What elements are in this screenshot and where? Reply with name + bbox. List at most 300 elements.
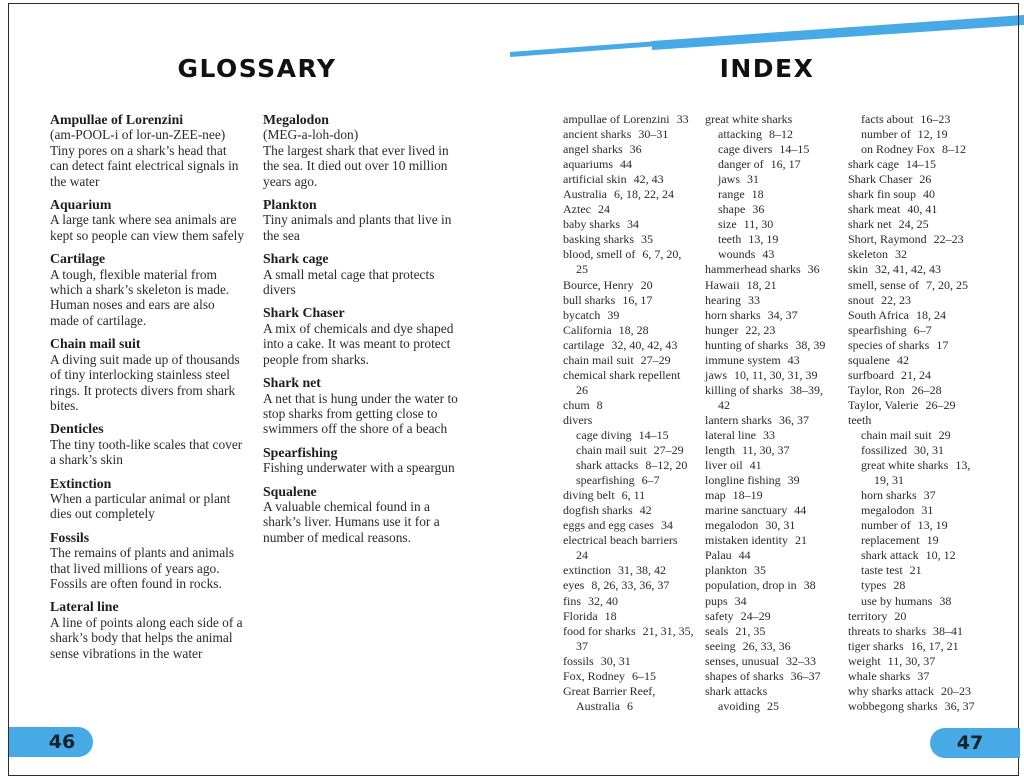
index-page-numbers: 32, 40, 42, 43 <box>611 337 678 352</box>
index-entry <box>848 127 1016 142</box>
glossary-term: Ampullae of Lorenzini <box>50 112 184 127</box>
index-entry <box>705 503 847 518</box>
index-entry <box>705 383 847 398</box>
index-page-numbers: 18, 28 <box>618 322 649 337</box>
index-term: Great Barrier Reef, <box>563 683 656 698</box>
index-entry <box>705 202 847 217</box>
index-entry <box>563 563 705 578</box>
index-entry <box>563 127 705 142</box>
index-entry <box>563 187 705 202</box>
index-page-numbers: 8, 26, 33, 36, 37 <box>591 578 670 593</box>
index-term: shark meat <box>848 202 901 217</box>
index-term: lateral line <box>705 427 756 442</box>
index-entry <box>848 368 1016 383</box>
index-term: number of <box>861 127 911 142</box>
index-col-2 <box>848 112 1016 714</box>
index-term: shape <box>718 202 746 217</box>
index-entry <box>705 278 847 293</box>
index-entry <box>705 609 847 624</box>
glossary-entry <box>263 251 459 297</box>
glossary-term: Aquarium <box>50 197 112 213</box>
index-page-numbers: 21, 35 <box>735 623 766 638</box>
index-term: divers <box>563 412 593 427</box>
index-entry <box>848 473 1016 488</box>
glossary-definition: A tough, flexible material from which a shark’s skeleton is made. Human noses and ears are also made of cartilage. <box>50 266 230 328</box>
index-entry <box>563 548 705 563</box>
index-term: spearfishing <box>576 473 635 488</box>
index-entry <box>705 413 847 428</box>
index-term: chain mail suit <box>563 352 634 367</box>
index-term: map <box>705 488 726 503</box>
index-term: senses, unusual <box>705 653 779 668</box>
index-entry <box>848 518 1016 533</box>
index-entry <box>848 278 1016 293</box>
index-page-numbers: 6, 11 <box>621 488 646 503</box>
glossary-entry <box>50 530 246 592</box>
index-term: liver oil <box>705 458 743 473</box>
glossary-term: Lateral line <box>50 599 119 615</box>
index-term: basking sharks <box>563 232 634 247</box>
index-term: artificial skin <box>563 172 627 187</box>
index-entry <box>563 654 705 669</box>
index-entry <box>705 293 847 308</box>
glossary-term: Extinction <box>50 475 112 491</box>
index-entry <box>848 443 1016 458</box>
index-page-numbers: 42 <box>718 397 730 412</box>
index-entry <box>563 624 705 639</box>
index-page-numbers: 11, 30, 37 <box>887 653 936 668</box>
index-term: Palau <box>705 548 732 563</box>
index-page-numbers: 26 <box>576 382 588 397</box>
index-term: food for sharks <box>563 623 636 638</box>
index-entry <box>705 699 847 714</box>
index-page-numbers: 8–12, 20 <box>645 458 688 473</box>
index-term: chain mail suit <box>861 427 932 442</box>
index-page-numbers: 11, 30, 37 <box>742 443 790 458</box>
index-page-numbers: 27–29 <box>653 443 684 458</box>
index-entry <box>563 699 705 714</box>
index-page-numbers: 20 <box>640 277 653 292</box>
page-number: 46 <box>48 731 76 753</box>
index-term: whale sharks <box>848 668 911 683</box>
index-term: ampullae of Lorenzini <box>563 112 670 126</box>
index-entry <box>563 488 705 503</box>
index-term: electrical beach barriers <box>563 533 678 548</box>
index-term: lantern sharks <box>705 412 772 427</box>
index-page-numbers: 30, 31 <box>600 653 631 668</box>
index-page-numbers: 26, 33, 36 <box>742 638 791 653</box>
index-entry <box>563 503 705 518</box>
index-page-numbers: 31 <box>747 172 759 187</box>
index-term: Short, Raymond <box>848 232 927 247</box>
index-page-numbers: 18–19 <box>732 488 763 503</box>
index-term: fins <box>563 593 581 608</box>
index-term: hunger <box>705 322 739 337</box>
glossary-definition: A net that is hung under the water to stop sharks from getting close to swimmers off the shore of a beach <box>263 390 458 437</box>
index-page-numbers: 32–33 <box>786 653 816 668</box>
index-term: bull sharks <box>563 292 616 307</box>
page-number-tab-right <box>930 728 1020 758</box>
index-entry <box>848 187 1016 202</box>
index-term: fossilized <box>861 443 907 458</box>
index-page-numbers: 29 <box>938 427 951 442</box>
index-term: spearfishing <box>848 322 907 337</box>
index-term: range <box>718 187 745 202</box>
index-entry <box>563 458 705 473</box>
index-page-numbers: 37 <box>576 638 588 653</box>
index-term: Australia <box>576 698 620 713</box>
index-term: skeleton <box>848 247 888 262</box>
index-title: INDEX <box>719 54 815 83</box>
glossary-definition: The tiny tooth-like scales that cover a shark’s skin <box>50 436 243 468</box>
index-entry <box>848 654 1016 669</box>
index-page-numbers: 44 <box>738 548 751 563</box>
index-page-numbers: 33 <box>747 292 760 307</box>
index-page-numbers: 22–23 <box>933 232 964 247</box>
index-page-numbers: 7, 20, 25 <box>926 277 968 292</box>
index-page-numbers: 24, 25 <box>898 217 929 232</box>
index-term: snout <box>848 292 875 307</box>
index-entry <box>705 247 847 262</box>
index-term: size <box>718 217 737 232</box>
index-page-numbers: 8 <box>596 397 603 412</box>
glossary-term: Shark Chaser <box>263 305 345 321</box>
index-page-numbers: 26–28 <box>911 382 942 397</box>
index-term: eggs and egg cases <box>563 518 654 533</box>
index-term: horn sharks <box>705 307 761 322</box>
index-page-numbers: 18 <box>751 187 764 202</box>
index-term: Taylor, Valerie <box>848 397 919 412</box>
index-term: use by humans <box>861 593 933 608</box>
index-page-numbers: 39 <box>607 307 620 322</box>
glossary-term: Shark net <box>263 375 321 391</box>
index-entry <box>848 398 1016 413</box>
index-entry <box>563 428 705 443</box>
index-entry <box>848 609 1016 624</box>
index-term: taste test <box>861 563 903 578</box>
index-entry <box>848 202 1016 217</box>
index-page-numbers: 34 <box>734 593 747 608</box>
index-page-numbers: 10, 11, 30, 31, 39 <box>734 367 818 382</box>
index-page-numbers: 36 <box>807 262 820 277</box>
glossary-entry <box>263 112 459 189</box>
index-entry <box>848 323 1016 338</box>
index-entry <box>848 639 1016 654</box>
index-entry <box>563 278 705 293</box>
glossary-col-1 <box>263 112 459 553</box>
glossary-term: Spearfishing <box>263 444 338 460</box>
index-entry <box>563 172 705 187</box>
index-entry <box>848 503 1016 518</box>
glossary-term: Squalene <box>263 483 317 499</box>
index-entry <box>848 142 1016 157</box>
index-entry <box>563 247 705 262</box>
index-term: territory <box>848 608 888 623</box>
glossary-entry <box>50 421 246 467</box>
index-entry <box>563 142 705 157</box>
index-entry <box>563 338 705 353</box>
index-page-numbers: 34 <box>660 518 673 533</box>
index-entry <box>563 157 705 172</box>
index-page-numbers: 33 <box>762 427 775 442</box>
index-entry <box>563 594 705 609</box>
index-page-numbers: 38 <box>803 578 816 593</box>
index-term: great white sharks <box>705 112 793 126</box>
index-page-numbers: 22, 23 <box>881 292 912 307</box>
index-page-numbers: 32 <box>895 247 907 262</box>
glossary-term: Shark cage <box>263 251 329 267</box>
glossary-pronunciation: (MEG-a-loh-don) <box>263 127 359 143</box>
index-page-numbers: 6 <box>627 698 633 713</box>
index-entry <box>563 293 705 308</box>
index-entry <box>705 232 847 247</box>
index-term: bycatch <box>563 307 601 322</box>
index-entry <box>563 578 705 593</box>
glossary-definition: The remains of plants and animals that lived millions of years ago. Fossils are often found in rocks. <box>50 545 235 591</box>
index-entry <box>705 458 847 473</box>
index-page-numbers: 13, 19 <box>748 232 779 247</box>
index-page-numbers: 22, 23 <box>745 322 776 337</box>
index-term: attacking <box>718 127 762 142</box>
index-page-numbers: 40, 41 <box>907 202 938 217</box>
index-entry <box>705 262 847 277</box>
index-entry <box>563 262 705 277</box>
index-term: teeth <box>718 232 742 247</box>
index-page-numbers: 38–41 <box>932 623 963 638</box>
index-term: dogfish sharks <box>563 503 633 518</box>
index-entry <box>563 383 705 398</box>
index-term: megalodon <box>861 503 915 518</box>
index-entry <box>705 533 847 548</box>
index-entry <box>563 413 705 428</box>
index-entry <box>563 684 705 699</box>
index-entry <box>563 112 705 127</box>
index-term: species of sharks <box>848 337 930 352</box>
index-entry <box>848 172 1016 187</box>
index-page-numbers: 21, 24 <box>900 367 931 382</box>
glossary-definition: A valuable chemical found in a shark’s liver. Humans use it for a number of medical reasons. <box>263 498 440 545</box>
glossary-pronunciation: (am-POOL-i of lor-un-ZEE-nee) <box>50 127 226 143</box>
index-term: killing of sharks <box>705 382 783 397</box>
index-entry <box>848 293 1016 308</box>
index-term: why sharks attack <box>848 683 934 698</box>
index-entry <box>848 232 1016 247</box>
index-page-numbers: 21 <box>795 533 807 548</box>
glossary-title: GLOSSARY <box>177 54 337 83</box>
index-term: squalene <box>848 352 890 367</box>
index-entry <box>848 308 1016 323</box>
index-term: facts about <box>861 112 914 126</box>
glossary-entry <box>263 375 459 437</box>
glossary-entry <box>50 476 246 522</box>
index-entry <box>563 308 705 323</box>
index-term: safety <box>705 608 734 623</box>
index-entry <box>848 578 1016 593</box>
index-page-numbers: 12, 19 <box>917 127 948 142</box>
glossary-definition: A diving suit made up of thousands of tiny interlocking stainless steel rings. It protects divers from shark bites. <box>50 351 240 413</box>
index-page-numbers: 36 <box>752 202 765 217</box>
index-entry <box>705 563 847 578</box>
index-term: blood, smell of <box>563 247 636 262</box>
index-term: threats to sharks <box>848 623 926 638</box>
glossary-entry <box>263 484 459 546</box>
index-entry <box>848 338 1016 353</box>
glossary-term: Fossils <box>50 529 90 545</box>
index-page-numbers: 33 <box>676 112 689 126</box>
glossary-term: Denticles <box>50 421 104 437</box>
index-entry <box>705 488 847 503</box>
index-page-numbers: 6–15 <box>632 668 657 683</box>
index-term: chum <box>563 397 590 412</box>
index-entry <box>705 669 847 684</box>
index-page-numbers: 14–15 <box>779 142 810 157</box>
index-term: seals <box>705 623 729 638</box>
index-term: wounds <box>718 247 756 262</box>
index-term: shark net <box>848 217 892 232</box>
index-term: cage divers <box>718 142 773 157</box>
index-page-numbers: 31, 38, 42 <box>618 563 666 578</box>
index-entry <box>563 473 705 488</box>
index-entry <box>848 488 1016 503</box>
index-term: shark cage <box>848 157 899 172</box>
index-entry <box>705 654 847 669</box>
index-term: weight <box>848 653 881 668</box>
index-page-numbers: 40 <box>923 187 935 202</box>
index-entry <box>705 127 847 142</box>
index-entry <box>563 323 705 338</box>
index-entry <box>563 368 705 383</box>
index-term: aquariums <box>563 157 613 172</box>
glossary-definition: Tiny pores on a shark’s head that can detect faint electrical signals in the water <box>50 142 239 189</box>
index-entry <box>848 413 1016 428</box>
index-page-numbers: 13, <box>955 458 971 473</box>
index-page-numbers: 24 <box>576 548 588 563</box>
index-entry <box>563 533 705 548</box>
index-entry <box>848 699 1016 714</box>
glossary-definition: Tiny animals and plants that live in the sea <box>263 212 452 243</box>
index-term: on Rodney Fox <box>861 142 936 157</box>
index-term: Fox, Rodney <box>563 668 626 683</box>
glossary-entry <box>263 305 459 367</box>
index-col-1 <box>705 112 847 714</box>
index-entry <box>848 262 1016 277</box>
index-page-numbers: 19 <box>926 533 939 548</box>
index-entry <box>705 518 847 533</box>
index-term: immune system <box>705 352 781 367</box>
index-entry <box>705 142 847 157</box>
index-page-numbers: 20–23 <box>940 683 971 698</box>
index-page-numbers: 6–7 <box>641 473 660 488</box>
glossary-definition: A large tank where sea animals are kept so people can view them safely <box>50 212 245 243</box>
index-term: Shark Chaser <box>848 172 913 187</box>
index-term: hunting of sharks <box>705 337 789 352</box>
index-page-numbers: 43 <box>762 247 775 262</box>
index-term: surfboard <box>848 367 894 382</box>
index-page-numbers: 6, 7, 20, <box>642 247 682 262</box>
index-entry <box>705 217 847 232</box>
index-term: mistaken identity <box>705 533 788 548</box>
index-term: hearing <box>705 292 741 307</box>
index-page-numbers: 18, 21 <box>746 277 777 292</box>
index-term: jaws <box>718 172 740 187</box>
index-page-numbers: 36–37 <box>790 668 821 683</box>
index-page-numbers: 34 <box>627 217 639 232</box>
glossary-entry <box>263 445 459 476</box>
index-term: Taylor, Ron <box>848 382 905 397</box>
index-entry <box>848 112 1016 127</box>
index-page-numbers: 16, 17, 21 <box>910 638 959 653</box>
index-page-numbers: 36, 37 <box>944 698 975 713</box>
index-term: baby sharks <box>563 217 620 232</box>
index-entry <box>848 383 1016 398</box>
index-entry <box>848 624 1016 639</box>
index-page-numbers: 42, 43 <box>633 172 664 187</box>
index-entry <box>563 669 705 684</box>
index-page-numbers: 14–15 <box>638 427 669 442</box>
index-page-numbers: 41 <box>749 458 762 473</box>
glossary-entry <box>50 197 246 243</box>
index-term: population, drop in <box>705 578 797 593</box>
index-entry <box>705 353 847 368</box>
index-page-numbers: 18 <box>604 608 617 623</box>
index-page-numbers: 38, 39 <box>795 337 826 352</box>
index-entry <box>705 578 847 593</box>
index-page-numbers: 20 <box>894 608 907 623</box>
index-term: tiger sharks <box>848 638 904 653</box>
index-term: ancient sharks <box>563 127 632 142</box>
glossary-entry <box>50 599 246 661</box>
page-number-tab-left <box>9 727 93 757</box>
index-term: megalodon <box>705 518 759 533</box>
index-page-numbers: 38–39, <box>790 382 823 397</box>
glossary-entry <box>50 251 246 328</box>
index-term: fossils <box>563 653 594 668</box>
glossary-definition: When a particular animal or plant dies out completely <box>50 490 231 522</box>
glossary-definition: A mix of chemicals and dye shaped into a cake. It was meant to protect people from sharks. <box>263 320 454 367</box>
index-term: horn sharks <box>861 488 917 503</box>
index-term: plankton <box>705 563 747 578</box>
index-col-0 <box>563 112 705 714</box>
index-entry <box>705 338 847 353</box>
glossary-term: Chain mail suit <box>50 336 141 352</box>
glossary-entry <box>263 197 459 243</box>
index-entry <box>705 368 847 383</box>
index-term: seeing <box>705 638 736 653</box>
index-term: great white sharks <box>861 458 949 473</box>
index-entry <box>705 398 847 413</box>
index-entry <box>563 639 705 654</box>
glossary-term: Megalodon <box>263 112 329 127</box>
index-term: Florida <box>563 608 598 623</box>
index-entry <box>563 443 705 458</box>
index-entry <box>848 669 1016 684</box>
index-page-numbers: 27–29 <box>640 352 671 367</box>
index-term: length <box>705 443 735 458</box>
index-page-numbers: 6, 18, 22, 24 <box>614 187 674 202</box>
index-entry <box>705 157 847 172</box>
index-term: eyes <box>563 578 585 593</box>
glossary-entry <box>50 112 246 189</box>
index-term: South Africa <box>848 307 909 322</box>
index-page-numbers: 24 <box>597 202 610 217</box>
glossary-term: Plankton <box>263 197 317 213</box>
index-term: wobbegong sharks <box>848 698 938 713</box>
index-page-numbers: 28 <box>893 578 906 593</box>
index-entry <box>705 308 847 323</box>
glossary-definition: A small metal cage that protects divers <box>263 266 435 298</box>
index-page-numbers: 36, 37 <box>778 412 809 427</box>
index-page-numbers: 16–23 <box>920 112 951 126</box>
